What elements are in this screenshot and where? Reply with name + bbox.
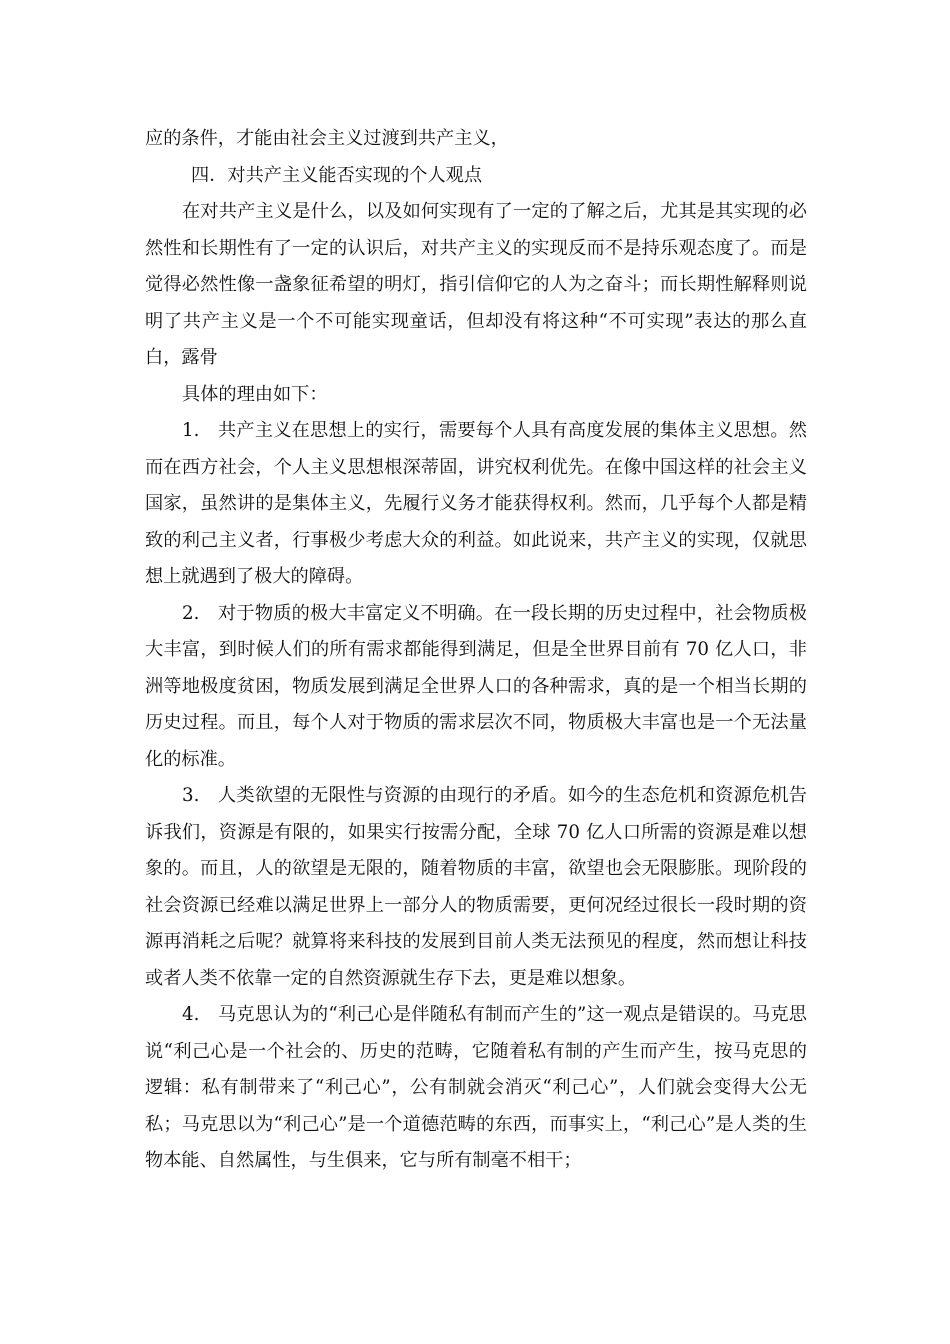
document-body (145, 121, 807, 1180)
list-item-1: 1. 共产主义在思想上的实行，需要每个人具有高度发展的集体主义思想。然而在西方社会，个人主义思想根深蒂固，讲究权利优先。在像中国这样的社会主义国家，虽然讲的是集体主义，先履行义务才能获得权利。然而，几乎每个人都是精致的利己主义者，行事极少考虑大众的利益。如此说来，共产主义的实现，仅就思想上就遇到了极大的障碍。 (145, 420, 807, 587)
paragraph-continuation: 应的条件，才能由社会主义过渡到共产主义， (145, 128, 509, 149)
paragraph-intro: 在对共产主义是什么，以及如何实现有了一定的了解之后，尤其是其实现的必然性和长期性有了一定的认识后，对共产主义的实现反而不是持乐观态度了。而是觉得必然性像一盏象征希望的明灯，指引信仰它的人为之奋斗；而长期性解释则说明了共产主义是一个不可能实现童话，但却没有将这种“不可实现”表达的那么直白，露骨 (145, 201, 807, 368)
list-item-3: 3. 人类欲望的无限性与资源的由现行的矛盾。如今的生态危机和资源危机告诉我们，资源是有限的，如果实行按需分配，全球 70 亿人口所需的资源是难以想象的。而且，人的欲望是无限的，随着物质的丰富，欲望也会无限膨胀。现阶段的社会资源已经难以满足世界上一部分人的物质需要，更何况经过很长一段时期的资源再消耗之后呢？就算将来科技的发展到目前人类无法预见的程度，然而想让科技或者人类不依靠一定的自然资源就生存下去，更是难以想象。 (145, 785, 807, 989)
list-item-2: 2. 对于物质的极大丰富定义不明确。在一段长期的历史过程中，社会物质极大丰富，到时候人们的所有需求都能得到满足，但是全世界目前有 70 亿人口，非洲等地极度贫困，物质发展到满足全世界人口的各种需求，真的是一个相当长期的历史过程。而且，每个人对于物质的需求层次不同，物质极大丰富也是一个无法量化的标准。 (145, 602, 807, 770)
paragraph-reasons-lead: 具体的理由如下： (182, 383, 328, 405)
section-heading: 四．对共产主义能否实现的个人观点 (191, 164, 483, 186)
list-item-4: 4. 马克思认为的“利己心是伴随私有制而产生的”这一观点是错误的。马克思说“利己心是一个社会的、历史的范畴，它随着私有制的产生而产生，按马克思的逻辑：私有制带来了“利己心”，公有制就会消灭“利己心”，人们就会变得大公无私；马克思以为“利己心”是一个道德范畴的东西，而事实上，“利己心”是人类的生物本能、自然属性，与生俱来，它与所有制毫不相干； (145, 1004, 807, 1171)
